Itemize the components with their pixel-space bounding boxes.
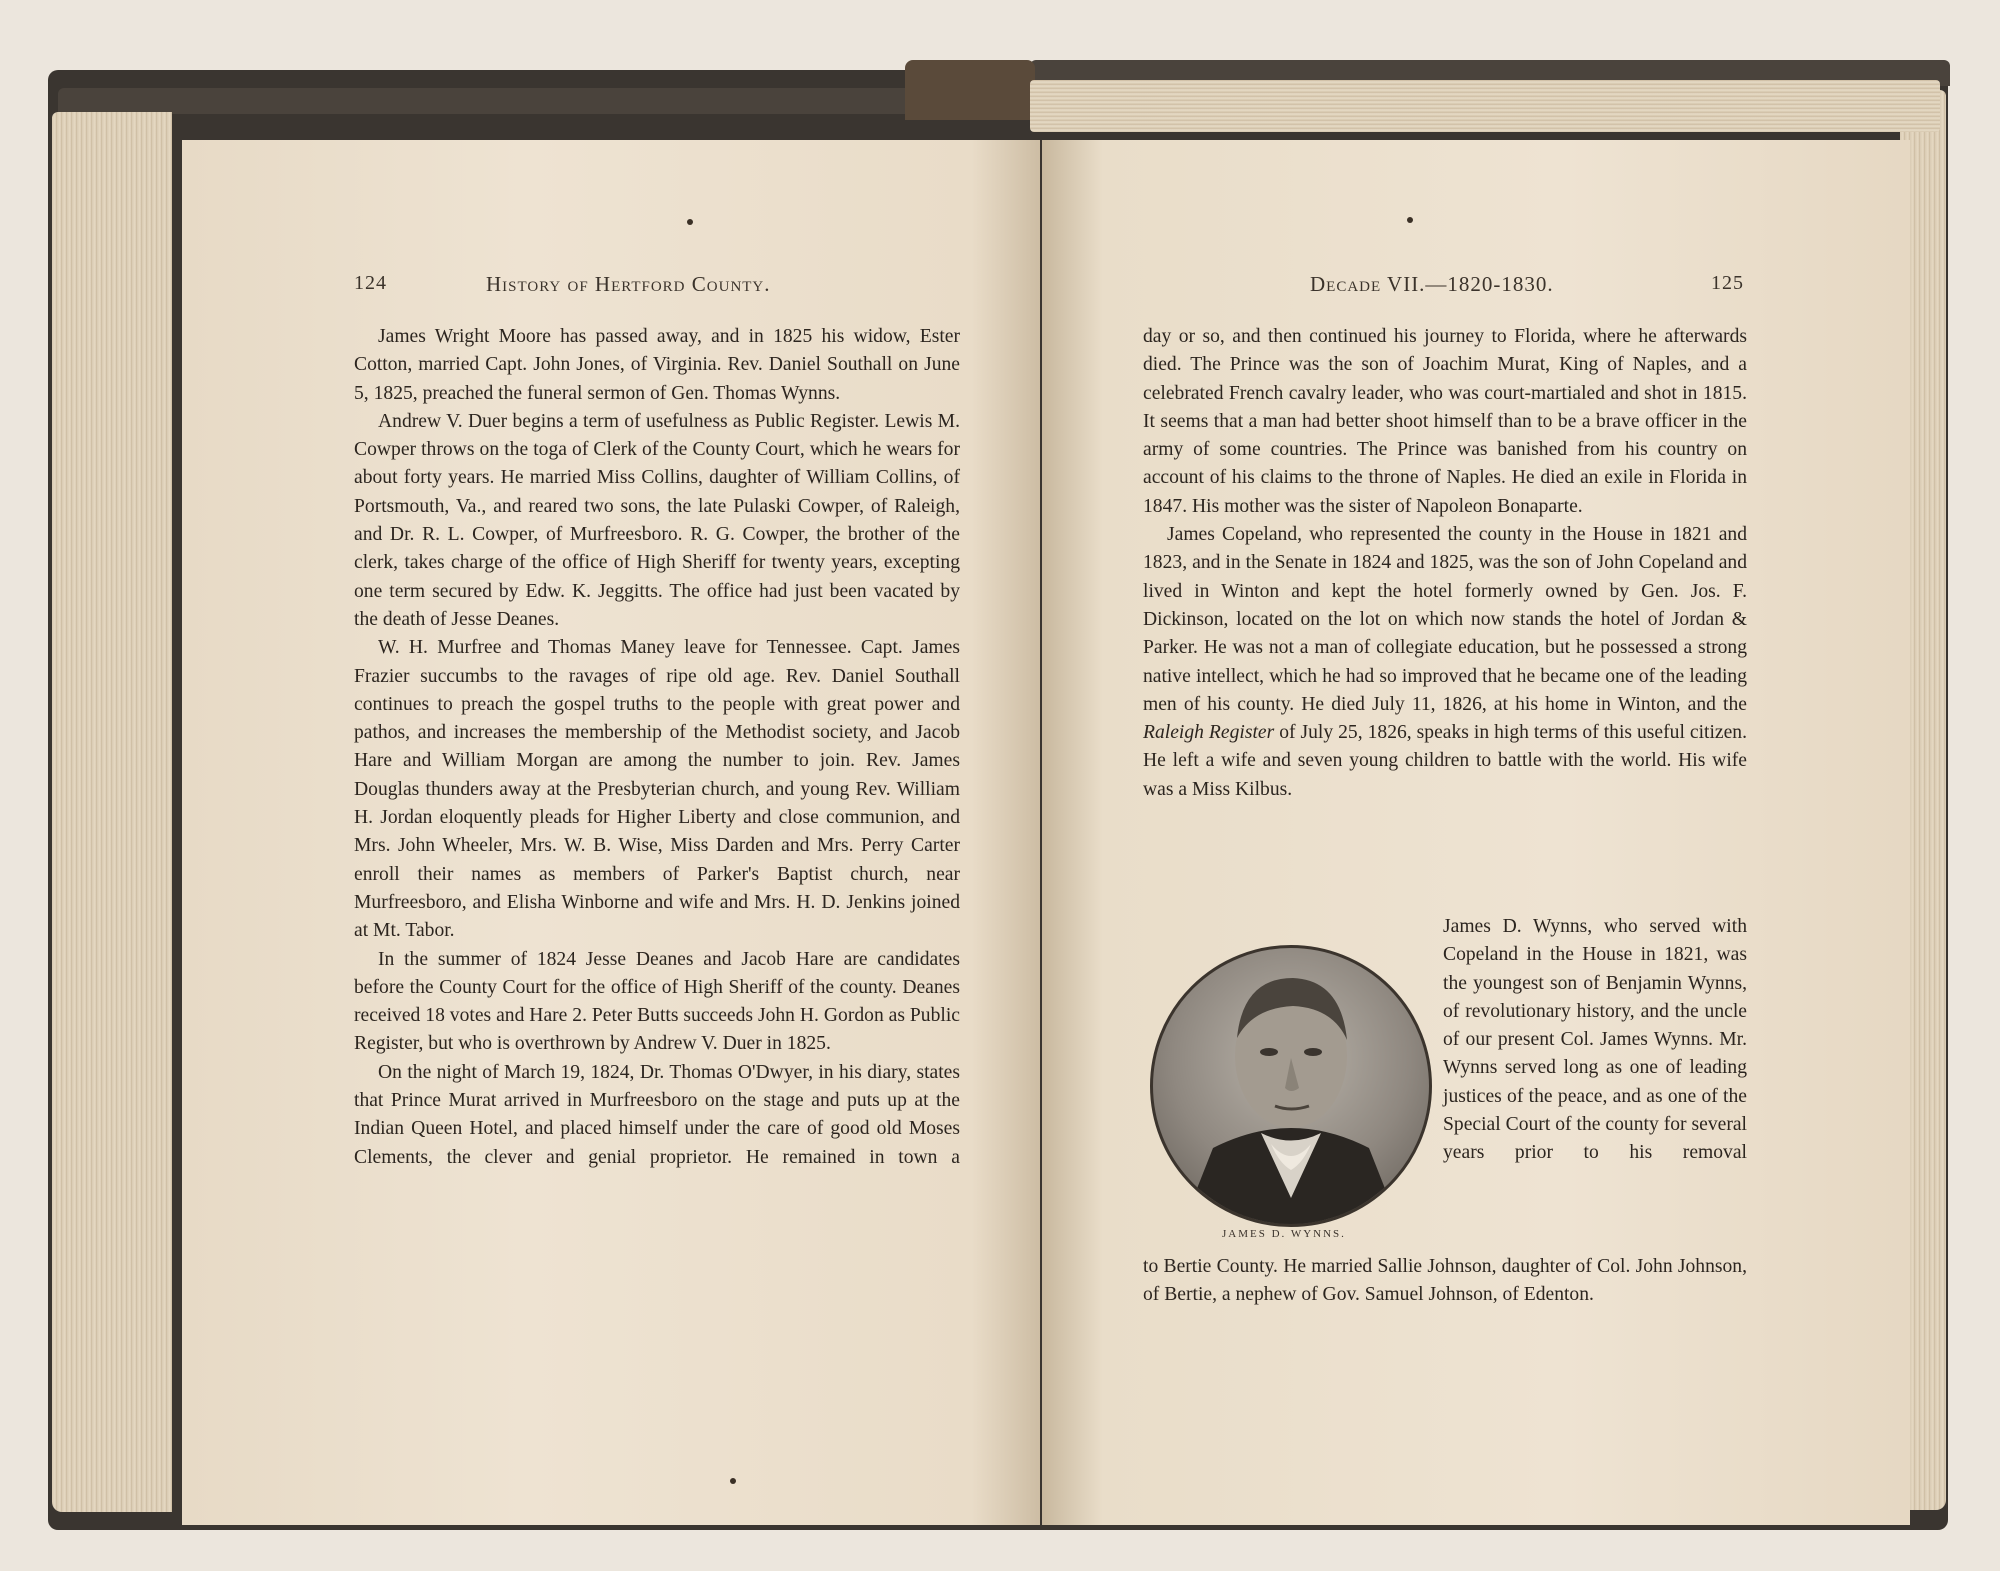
paragraph: day or so, and then continued his journey to Florida, where he afterwards died. The Prince was the son of Joachim Murat, King of Naples, and a celebrated French cavalry leader, who was court-martialed and shot in 1815. It seems that a man had better shoot himself than to be a brave officer in the army of some countries. The Prince was banished from his country on account of his claims to the throne of Naples. He died an exile in Florida in 1847. His mother was the sister of Napoleon Bonaparte. [1143, 326, 1747, 517]
paragraph: In the summer of 1824 Jesse Deanes and Jacob Hare are candidates before the County Court for the office of High Sheriff of the county. Deanes received 18 votes and Hare 2. Peter Butts succeeds John H. Gordon as Public Register, but who is overthrown by Andrew V. Duer in 1825. [354, 948, 960, 1055]
right-running-head: Decade VII.—1820-1830. [1310, 272, 1554, 296]
book-spine [905, 60, 1035, 120]
left-page-number: 124 [354, 272, 387, 294]
paragraph: W. H. Murfree and Thomas Maney leave for Tennessee. Capt. James Frazier succumbs to the ravages of ripe old age. Rev. Daniel Southall continues to preach the gospel truths to the people with great power and pathos, and increases the membership of the Methodist society, and Jacob Hare and William Morgan are among the number to join. Rev. James Douglas thunders away at the Presbyterian church, and young Rev. William H. Jordan eloquently pleads for Higher Liberty and close communion, and Mrs. John Wheeler, Mrs. W. B. Wise, Miss Darden and Mrs. Perry Carter enroll their names as members of Parker's Baptist church, near Murfreesboro, and Elisha Winborne and wife and Mrs. H. D. Jenkins joined at Mt. Tabor. [354, 637, 960, 942]
portrait-icon [1153, 948, 1429, 1224]
page-edges-left [52, 112, 172, 1512]
newspaper-title: Raleigh Register [1143, 722, 1275, 744]
page-mark [1407, 217, 1413, 223]
page-edges-top [1030, 80, 1940, 132]
paragraph: On the night of March 19, 1824, Dr. Thomas O'Dwyer, in his diary, states that Prince Murat arrived in Murfreesboro on the stage and puts up at the Indian Queen Hotel, and placed himself under the care of good old Moses Clements, the clever and genial proprietor. He remained in town a [354, 1061, 960, 1168]
right-page-body [1143, 323, 1747, 804]
left-running-head: History of Hertford County. [486, 272, 771, 296]
book-cover-top-left [58, 88, 1028, 114]
left-page-body [354, 323, 960, 1172]
paragraph: Andrew V. Duer begins a term of usefulness as Public Register. Lewis M. Cowper throws on the toga of Clerk of the County Court, which he wears for about forty years. He married Miss Collins, daughter of William Collins, of Portsmouth, Va., and reared two sons, the late Pulaski Cowper, of Raleigh, and Dr. R. L. Cowper, of Murfreesboro. R. G. Cowper, the brother of the clerk, takes charge of the office of High Sheriff for twenty years, excepting one term secured by Edw. K. Jeggitts. The office had just been vacated by the death of Jesse Deanes. [354, 410, 960, 630]
paragraph-text: James Copeland, who represented the county in the House in 1821 and 1823, and in the Senate in 1824 and 1825, was the son of John Copeland and lived in Winton and kept the hotel formerly owned by Gen. Jos. F. Dickinson, located on the lot on which now stands the hotel of Jordan & Parker. He was not a man of collegiate education, but he possessed a strong native intellect, which he had so improved that he became one of the leading men of his county. He died July 11, 1826, at his home in Winton, and the [1143, 524, 1747, 715]
right-page-number: 125 [1711, 272, 1744, 294]
paragraph-text: of July 25, 1826, speaks in high terms of this useful citizen. He left a wife and seven young children to battle with the world. His wife was a Miss Kilbus. [1143, 722, 1747, 800]
page-mark [687, 219, 693, 225]
paragraph-continued: to Bertie County. He married Sallie Johnson, daughter of Col. John Johnson, of Bertie, a nephew of Gov. Samuel Johnson, of Edenton. [1143, 1256, 1747, 1306]
portrait-engraving [1150, 945, 1432, 1227]
paragraph [1143, 521, 1747, 804]
paragraph: James Wright Moore has passed away, and in 1825 his widow, Ester Cotton, married Capt. John Jones, of Virginia. Rev. Daniel Southall on June 5, 1825, preached the funeral sermon of Gen. Thomas Wynns. [354, 326, 960, 404]
portrait-caption: JAMES D. WYNNS. [1222, 1228, 1346, 1240]
wrapped-paragraph: James D. Wynns, who served with Copeland in the House in 1821, was the youngest son of Benjamin Wynns, of revolutionary history, and the uncle of our present Col. James Wynns. Mr. Wynns served long as one of leading justices of the peace, and as one of the Special Court of the county for several years prior to his removal [1443, 916, 1747, 1164]
page-mark [730, 1478, 736, 1484]
